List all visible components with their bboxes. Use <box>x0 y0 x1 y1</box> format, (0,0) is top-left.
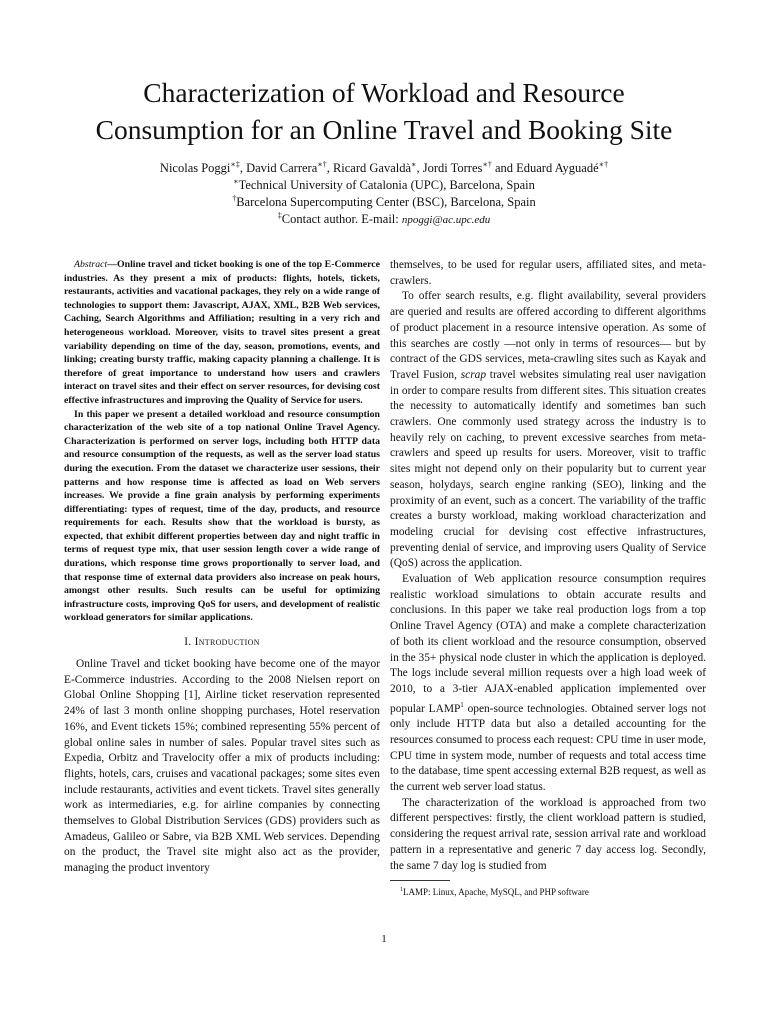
author-name: Eduard Ayguadé <box>516 161 599 175</box>
author-marks: ∗† <box>317 159 327 169</box>
paper-title <box>40 74 728 148</box>
body-paragraph-continued: themselves, to be used for regular users, affiliated sites, and meta-crawlers. <box>390 259 706 287</box>
footnote: $^1$LAMP: Linux, Apache, MySQL, and PHP software <box>400 887 589 898</box>
author-marks: ∗† <box>482 159 492 169</box>
contact-line: ‡Contact author. E-mail: npoggi@ac.upc.edu <box>277 210 491 226</box>
affiliation-bsc: †Barcelona Supercomputing Center (BSC), Barcelona, Spain <box>232 193 536 209</box>
abstract-paragraph-2: In this paper we present a detailed workload and resource consumption characterization of the web site of a top national Online Travel Agency. Characterization is performed on server logs, including both HTTP data and resource consumption of the requests, as well as the server load status during the execution. From the dataset we characterize user sessions, their patterns and how response time is affected as load on Web servers increases. We provide a fine grain analysis by performing experiments differentiating: types of request, time of the day, products, and resource requirements for each. Results show that the workload is bursty, as expected, that exhibit different properties between day and night traffic in terms of request type mix, that user session length cover a wide range of durations, which response time grows proportionally to server load, and that response time of external data providers also increase on peak hours, amongst other results. Such results can be useful for optimizing infrastructure costs, improving QoS for users, and development of realistic workload generators for similar applications. <box>64 408 380 624</box>
intro-paragraph-1: Online Travel and ticket booking have become one of the mayor E-Commerce industries. According to the 2008 Nielsen report on Global Online Shopping [1], Airline ticket reservation represented 24% of last 3 month online shopping purchases, Hotel reservation 16%, and Event tickets 15%; combined representing 55% percent of global online sales in number of sales. Popular travel sites such as Expedia, Orbitz and Travelocity offer a mix of products including: flights, hotels, cars, cruises and vacational packages; some sites even include restaurants, activities and event tickets. Travel sites generally work as intermediaries, e.g. for airline companies by connecting themselves to Global Distribution Services (GDS) providers such as Amadeus, Galileo or Sabre, via B2B XML Web services. Depending on the product, the Travel site might also act as the provider, managing the product inventory <box>64 658 380 875</box>
page-number: 1 <box>381 933 387 945</box>
title-line-2: Consumption for an Online Travel and Booking Site <box>95 114 673 145</box>
author-marks: ∗ <box>411 159 417 169</box>
abstract-paragraph-1: Abstract—Online travel and ticket booking is one of the top E-Commerce industries. As they present a mix of products: flights, hotels, tickets, restaurants, activities and vacational packages, they rely on a wide range of technologies to support them: Javascript, AJAX, XML, B2B Web services, Caching, Search Algorithms and Affiliation; resulting in a very rich and heterogeneous workload. Moreover, visits to travel sites present a great variability depending on time of the day, season, promotions, events, and linking; creating bursty traffic, making capacity planning a challenge. It is therefore of great importance to understand how users and crawlers interact on travel sites and their effect on server resources, for devising cost effective infrastructures and improving the Quality of Service for users. <box>64 259 380 406</box>
title-line-1: Characterization of Workload and Resource <box>143 77 625 108</box>
footnote-ref[interactable]: 1 <box>460 700 464 709</box>
author-marks: ∗‡ <box>230 159 240 169</box>
abstract-label: Abstract <box>74 259 108 270</box>
intro-body-left <box>64 657 380 877</box>
body-paragraph-search-results: To offer search results, e.g. flight availability, several providers are queried and results are offered according to different algorithms of product placement in a resource intensive operation. As some of this searches are costly —not only in terms of resources— but by contract of the GDS services, meta-crawling sites such as Kayak and Travel Fusion, scrap travel websites simulating real user navigation in order to compare results from different sites. This situation creates the necessity to automatically identify and sometimes ban such crawlers. One commonly used strategy across the industry is to heavily rely on caching, to prevent excessive searches from meta-crawlers and speed up results for users. Moreover, visit to traffic sites might not depend only on their popularity but to current year season, holydays, search engine ranking (SEO), linking and the proximity of an event, such as a concert. The variability of the traffic creates a bursty workload, making workload characterization and modeling crucial for devising cost effective infrastructures, preventing denial of service, and improving users Quality of Service (QoS) across the application. <box>390 290 706 570</box>
contact-email[interactable]: npoggi@ac.upc.edu <box>401 214 491 226</box>
affiliation-upc: ∗Technical University of Catalonia (UPC), Barcelona, Spain <box>233 176 535 192</box>
right-column <box>390 258 706 898</box>
abstract <box>64 258 380 625</box>
body-paragraph-characterization: The characterization of the workload is approached from two different perspectives: firstly, the client workload pattern is studied, considering the request arrival rate, session arrival rate and workload pattern in a representative and generic 7 day access log. Secondly, the same 7 day log is studied from <box>390 796 706 872</box>
author-name: Nicolas Poggi <box>159 161 231 175</box>
author-name: Ricard Gavaldà <box>332 161 412 175</box>
footnote-divider <box>390 880 450 881</box>
left-column <box>64 258 380 877</box>
author-name: Jordi Torres <box>422 161 483 175</box>
author-name: David Carrera <box>246 161 318 175</box>
body-paragraph-evaluation: Evaluation of Web application resource consumption requires realistic workload simulations to obtain accurate results and conclusions. In this paper we take real production logs from a top Online Travel Agency (OTA) and make a complete characterization of both its client workload and the resource consumption, observed in the 35+ physical node cluster in which the application is deployed. The logs include several million requests over a high load week of 2010, to a 3-tier AJAX-enabled application implemented over popular LAMP$^1$ open-source technologies. Obtained server logs not only include HTTP data but also a detailed accounting for the resources consumed to process each request: CPU time in user mode, CPU time in system mode, number of requests and total access time to the database, time spent accessing external B2B request, as well as the current web server load status. <box>390 573 707 793</box>
author-block <box>40 160 728 229</box>
section-heading-introduction: I. Introduction <box>184 636 260 649</box>
author-marks: ∗† <box>598 159 609 169</box>
author-list: Nicolas Poggi∗‡, David Carrera∗†, Ricard Gavaldà∗, Jordi Torres∗† and Eduard Ayguadé∗† <box>159 159 609 175</box>
